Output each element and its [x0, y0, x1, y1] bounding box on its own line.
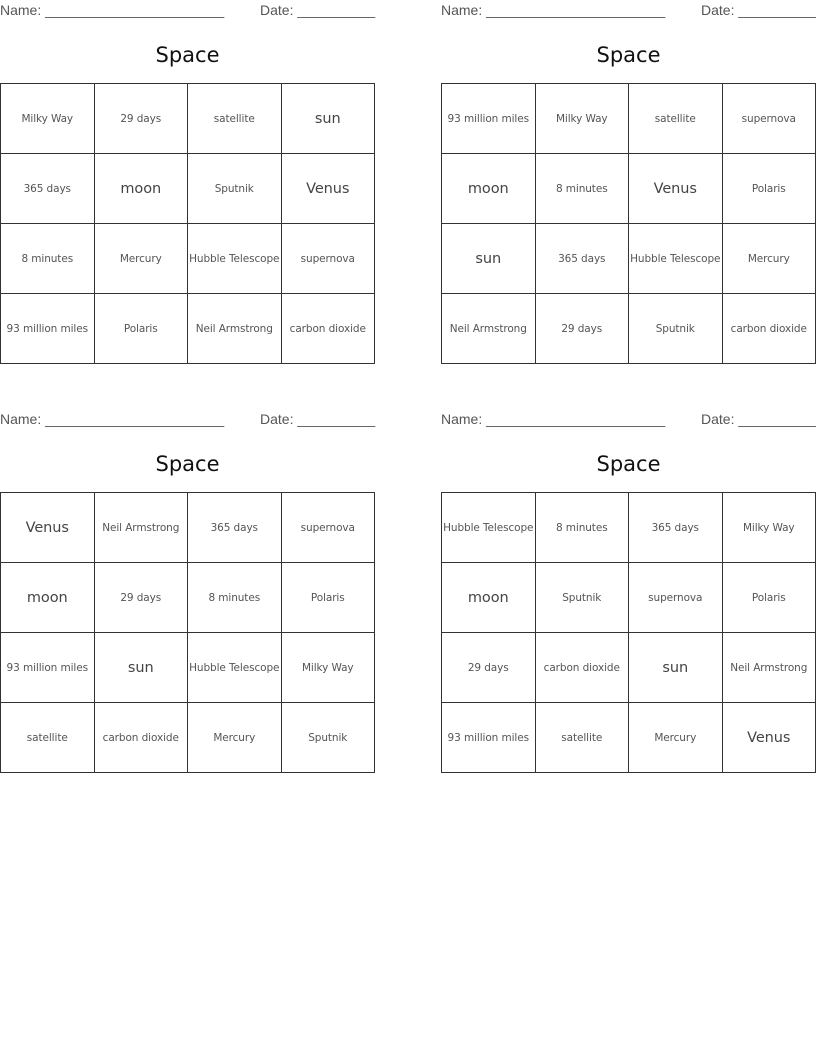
grid-cell: Milky Way: [281, 633, 375, 703]
grid-cell: 29 days: [442, 633, 536, 703]
grid-cell: 8 minutes: [1, 224, 95, 294]
card-header: [441, 409, 816, 429]
grid-row: [1, 493, 375, 563]
grid-cell: Neil Armstrong: [722, 633, 816, 703]
grid-cell: 365 days: [535, 224, 629, 294]
grid-row: [442, 633, 816, 703]
grid-cell: Mercury: [188, 703, 282, 773]
grid-cell: sun: [442, 224, 536, 294]
grid-cell: supernova: [629, 563, 723, 633]
grid-cell: Milky Way: [1, 84, 95, 154]
name-field: Name: _______________________: [0, 411, 225, 427]
grid-cell: Hubble Telescope: [188, 224, 282, 294]
grid-cell: Venus: [1, 493, 95, 563]
grid-cell: 29 days: [94, 563, 188, 633]
grid-row: [1, 633, 375, 703]
bingo-card: [0, 409, 376, 744]
grid-cell: Venus: [281, 154, 375, 224]
date-field: Date: __________: [260, 2, 376, 18]
grid-cell: 8 minutes: [535, 154, 629, 224]
grid-cell: Milky Way: [722, 493, 816, 563]
grid-cell: satellite: [188, 84, 282, 154]
grid-cell: sun: [281, 84, 375, 154]
grid-cell: 93 million miles: [442, 84, 536, 154]
grid-cell: carbon dioxide: [94, 703, 188, 773]
grid-row: [442, 294, 816, 364]
grid-cell: 8 minutes: [188, 563, 282, 633]
date-field: Date: __________: [701, 411, 816, 427]
grid-row: [442, 703, 816, 773]
grid-cell: Hubble Telescope: [188, 633, 282, 703]
card-header: [0, 0, 375, 20]
grid-cell: 93 million miles: [1, 633, 95, 703]
card-header: [0, 409, 375, 429]
grid-row: [1, 84, 375, 154]
name-field: Name: _______________________: [0, 2, 225, 18]
grid-row: [442, 154, 816, 224]
grid-cell: carbon dioxide: [281, 294, 375, 364]
grid-cell: sun: [629, 633, 723, 703]
grid-cell: supernova: [281, 224, 375, 294]
grid-cell: sun: [94, 633, 188, 703]
grid-cell: 8 minutes: [535, 493, 629, 563]
grid-row: [442, 224, 816, 294]
grid-cell: 93 million miles: [442, 703, 536, 773]
grid-cell: moon: [94, 154, 188, 224]
grid-cell: supernova: [722, 84, 816, 154]
grid-cell: 365 days: [188, 493, 282, 563]
grid-cell: carbon dioxide: [722, 294, 816, 364]
grid-cell: Neil Armstrong: [188, 294, 282, 364]
grid-cell: carbon dioxide: [535, 633, 629, 703]
bingo-grid: [0, 492, 375, 773]
grid-cell: Sputnik: [281, 703, 375, 773]
grid-cell: Polaris: [281, 563, 375, 633]
bingo-grid: [441, 83, 816, 364]
grid-cell: Sputnik: [535, 563, 629, 633]
grid-cell: 365 days: [1, 154, 95, 224]
grid-cell: Polaris: [722, 154, 816, 224]
card-title: Space: [596, 43, 661, 67]
card-header: [441, 0, 816, 20]
date-field: Date: __________: [260, 411, 376, 427]
bingo-grid: [441, 492, 816, 773]
grid-row: [1, 224, 375, 294]
grid-cell: moon: [1, 563, 95, 633]
grid-cell: satellite: [629, 84, 723, 154]
grid-cell: supernova: [281, 493, 375, 563]
bingo-card: [441, 409, 816, 746]
grid-cell: Polaris: [722, 563, 816, 633]
grid-row: [442, 84, 816, 154]
grid-row: [1, 563, 375, 633]
grid-cell: moon: [442, 154, 536, 224]
grid-cell: Mercury: [722, 224, 816, 294]
grid-row: [1, 703, 375, 773]
grid-cell: Hubble Telescope: [629, 224, 723, 294]
grid-cell: 365 days: [629, 493, 723, 563]
name-field: Name: _______________________: [441, 2, 666, 18]
grid-row: [1, 154, 375, 224]
grid-cell: Hubble Telescope: [442, 493, 536, 563]
card-title: Space: [155, 43, 220, 67]
grid-cell: Sputnik: [629, 294, 723, 364]
name-field: Name: _______________________: [441, 411, 666, 427]
grid-cell: Polaris: [94, 294, 188, 364]
card-title: Space: [596, 452, 661, 476]
card-title: Space: [155, 452, 220, 476]
bingo-card: [441, 0, 816, 335]
date-field: Date: __________: [701, 2, 816, 18]
grid-cell: Neil Armstrong: [442, 294, 536, 364]
grid-cell: Venus: [722, 703, 816, 773]
grid-cell: 29 days: [94, 84, 188, 154]
grid-cell: Sputnik: [188, 154, 282, 224]
grid-cell: Venus: [629, 154, 723, 224]
bingo-card: [0, 0, 376, 335]
grid-row: [442, 563, 816, 633]
grid-cell: satellite: [1, 703, 95, 773]
grid-cell: 93 million miles: [1, 294, 95, 364]
grid-row: [1, 294, 375, 364]
bingo-grid: [0, 83, 375, 364]
grid-cell: Mercury: [629, 703, 723, 773]
grid-cell: moon: [442, 563, 536, 633]
grid-cell: 29 days: [535, 294, 629, 364]
grid-cell: Mercury: [94, 224, 188, 294]
grid-cell: Neil Armstrong: [94, 493, 188, 563]
grid-cell: satellite: [535, 703, 629, 773]
grid-cell: Milky Way: [535, 84, 629, 154]
grid-row: [442, 493, 816, 563]
